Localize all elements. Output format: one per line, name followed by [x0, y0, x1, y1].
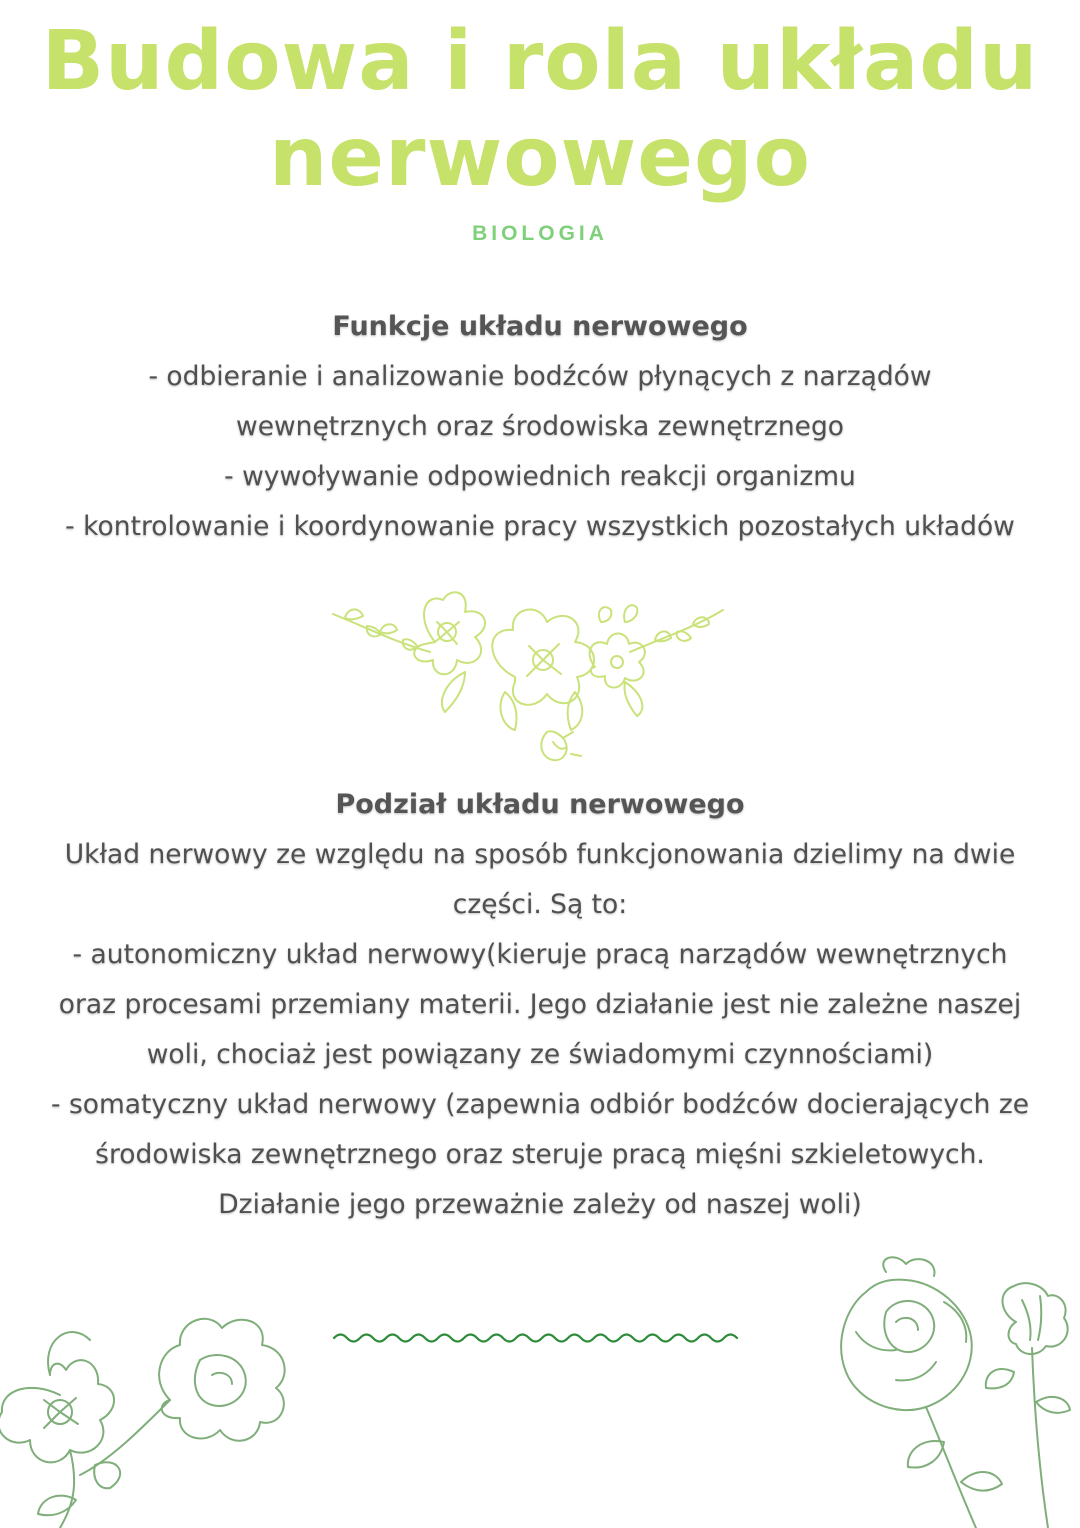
division-heading: Podział układu nerwowego — [335, 789, 745, 820]
functions-line: - kontrolowanie i koordynowanie pracy wszystkich pozostałych układów — [65, 511, 1015, 542]
division-line: Działanie jego przeważnie zależy od naszej woli) — [218, 1189, 862, 1220]
title-line-1: Budowa i rola układu — [41, 14, 1039, 109]
division-line: - autonomiczny układ nerwowy(kieruje pracą narządów wewnętrznych — [72, 939, 1008, 970]
division-line: Układ nerwowy ze względu na sposób funkcjonowania dzielimy na dwie — [64, 839, 1016, 870]
division-line: środowiska zewnętrznego oraz steruje pracą mięśni szkieletowych. — [95, 1139, 985, 1170]
subject-label: BIOLOGIA — [472, 222, 608, 245]
wavy-divider-icon — [332, 1328, 748, 1348]
title-line-2: nerwowego — [269, 110, 811, 205]
functions-section — [0, 302, 1080, 552]
functions-heading: Funkcje układu nerwowego — [332, 311, 748, 342]
floral-divider-icon — [325, 582, 735, 772]
division-line: - somatyczny układ nerwowy (zapewnia odbiór bodźców docierających ze — [50, 1089, 1030, 1120]
division-section — [0, 780, 1080, 1230]
flower-outline-left-icon — [0, 1300, 310, 1528]
flower-outline-right-icon — [826, 1252, 1080, 1528]
division-line: oraz procesami przemiany materii. Jego działanie jest nie zależne naszej — [58, 989, 1022, 1020]
functions-line: - odbieranie i analizowanie bodźców płynących z narządów — [148, 361, 932, 392]
division-line: części. Są to: — [452, 889, 628, 920]
functions-line: - wywoływanie odpowiednich reakcji organizmu — [224, 461, 856, 492]
functions-line: wewnętrznych oraz środowiska zewnętrznego — [236, 411, 844, 442]
page-title — [0, 14, 1080, 206]
division-line: woli, chociaż jest powiązany ze świadomymi czynnościami) — [146, 1039, 934, 1070]
